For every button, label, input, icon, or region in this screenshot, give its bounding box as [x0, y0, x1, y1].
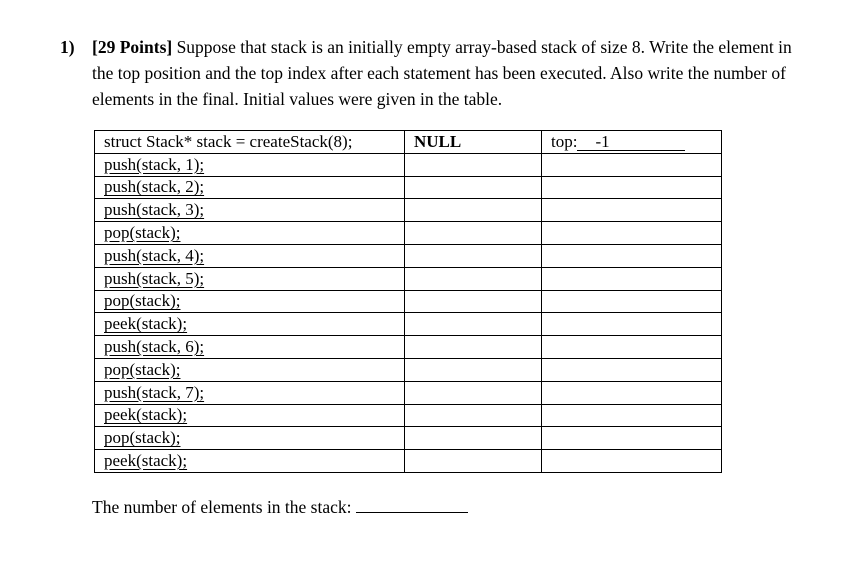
top-element-answer-cell[interactable]	[405, 267, 542, 290]
element-count-blank[interactable]	[356, 498, 468, 513]
table-row	[95, 336, 722, 359]
top-value: -1	[577, 134, 685, 151]
element-count-label: The number of elements in the stack:	[92, 497, 352, 517]
question-block	[60, 34, 800, 112]
table-row	[95, 427, 722, 450]
table-row	[95, 290, 722, 313]
statement-text: push(stack, 2);	[104, 177, 205, 197]
top-index-answer-cell[interactable]	[542, 381, 722, 404]
statement-cell	[95, 450, 405, 473]
top-index-answer-cell[interactable]	[542, 336, 722, 359]
statement-cell	[95, 244, 405, 267]
top-element-answer-cell[interactable]	[405, 290, 542, 313]
statement-text: peek(stack);	[104, 451, 188, 471]
statement-text: pop(stack);	[104, 359, 181, 379]
statement-text: push(stack, 7);	[104, 382, 205, 402]
statement-cell	[95, 358, 405, 381]
table-row	[95, 244, 722, 267]
statement-cell	[95, 176, 405, 199]
top-index-answer-cell[interactable]	[542, 153, 722, 176]
statement-text: peek(stack);	[104, 405, 188, 425]
table-row	[95, 176, 722, 199]
statement-cell	[95, 313, 405, 336]
table-row	[95, 222, 722, 245]
top-element-answer-cell[interactable]	[405, 427, 542, 450]
statement-cell	[95, 336, 405, 359]
top-index-answer-cell[interactable]	[542, 222, 722, 245]
top-index-answer-cell[interactable]	[542, 244, 722, 267]
question-points: [29 Points]	[92, 37, 173, 57]
statement-text: push(stack, 3);	[104, 200, 205, 220]
statement-cell	[95, 427, 405, 450]
statement-cell	[95, 381, 405, 404]
statement-text: pop(stack);	[104, 223, 181, 243]
top-element-answer-cell[interactable]	[405, 222, 542, 245]
table-header-row	[95, 131, 722, 154]
statement-cell	[95, 222, 405, 245]
table-row	[95, 313, 722, 336]
statement-cell	[95, 199, 405, 222]
initial-element-cell: NULL	[405, 131, 542, 154]
question-prompt: Suppose that stack is an initially empty array-based stack of size 8. Write the element in the top position and the top index after each statement has been executed. Also write the number of elements in the final. Initial values were given in the table.	[92, 37, 792, 109]
top-element-answer-cell[interactable]	[405, 244, 542, 267]
table-row	[95, 199, 722, 222]
top-label: top:	[551, 131, 578, 151]
top-index-answer-cell[interactable]	[542, 404, 722, 427]
statement-text: push(stack, 1);	[104, 154, 205, 174]
statement-cell	[95, 404, 405, 427]
top-index-answer-cell[interactable]	[542, 358, 722, 381]
top-index-answer-cell[interactable]	[542, 176, 722, 199]
top-index-answer-cell[interactable]	[542, 427, 722, 450]
top-index-answer-cell[interactable]	[542, 290, 722, 313]
initial-top-cell	[542, 131, 722, 154]
top-element-answer-cell[interactable]	[405, 404, 542, 427]
question-text	[92, 34, 800, 112]
statement-text: pop(stack);	[104, 428, 181, 448]
top-element-answer-cell[interactable]	[405, 450, 542, 473]
question-number: 1)	[60, 37, 75, 57]
statement-cell	[95, 290, 405, 313]
top-element-answer-cell[interactable]	[405, 176, 542, 199]
top-index-answer-cell[interactable]	[542, 199, 722, 222]
top-index-answer-cell[interactable]	[542, 450, 722, 473]
initial-statement-cell: struct Stack* stack = createStack(8);	[95, 131, 405, 154]
top-element-answer-cell[interactable]	[405, 336, 542, 359]
stack-trace-table	[94, 130, 722, 473]
statement-cell	[95, 267, 405, 290]
table-row	[95, 404, 722, 427]
element-count-prompt	[92, 497, 468, 518]
top-element-answer-cell[interactable]	[405, 381, 542, 404]
table-row	[95, 450, 722, 473]
top-index-answer-cell[interactable]	[542, 313, 722, 336]
table-row	[95, 381, 722, 404]
statement-text: peek(stack);	[104, 314, 188, 334]
top-element-answer-cell[interactable]	[405, 199, 542, 222]
statement-text: push(stack, 5);	[104, 268, 205, 288]
statement-cell	[95, 153, 405, 176]
statement-text: push(stack, 6);	[104, 337, 205, 357]
statement-text: pop(stack);	[104, 291, 181, 311]
table-row	[95, 358, 722, 381]
top-element-answer-cell[interactable]	[405, 358, 542, 381]
statement-text: push(stack, 4);	[104, 245, 205, 265]
table-row	[95, 267, 722, 290]
table-row	[95, 153, 722, 176]
top-element-answer-cell[interactable]	[405, 313, 542, 336]
top-element-answer-cell[interactable]	[405, 153, 542, 176]
top-index-answer-cell[interactable]	[542, 267, 722, 290]
